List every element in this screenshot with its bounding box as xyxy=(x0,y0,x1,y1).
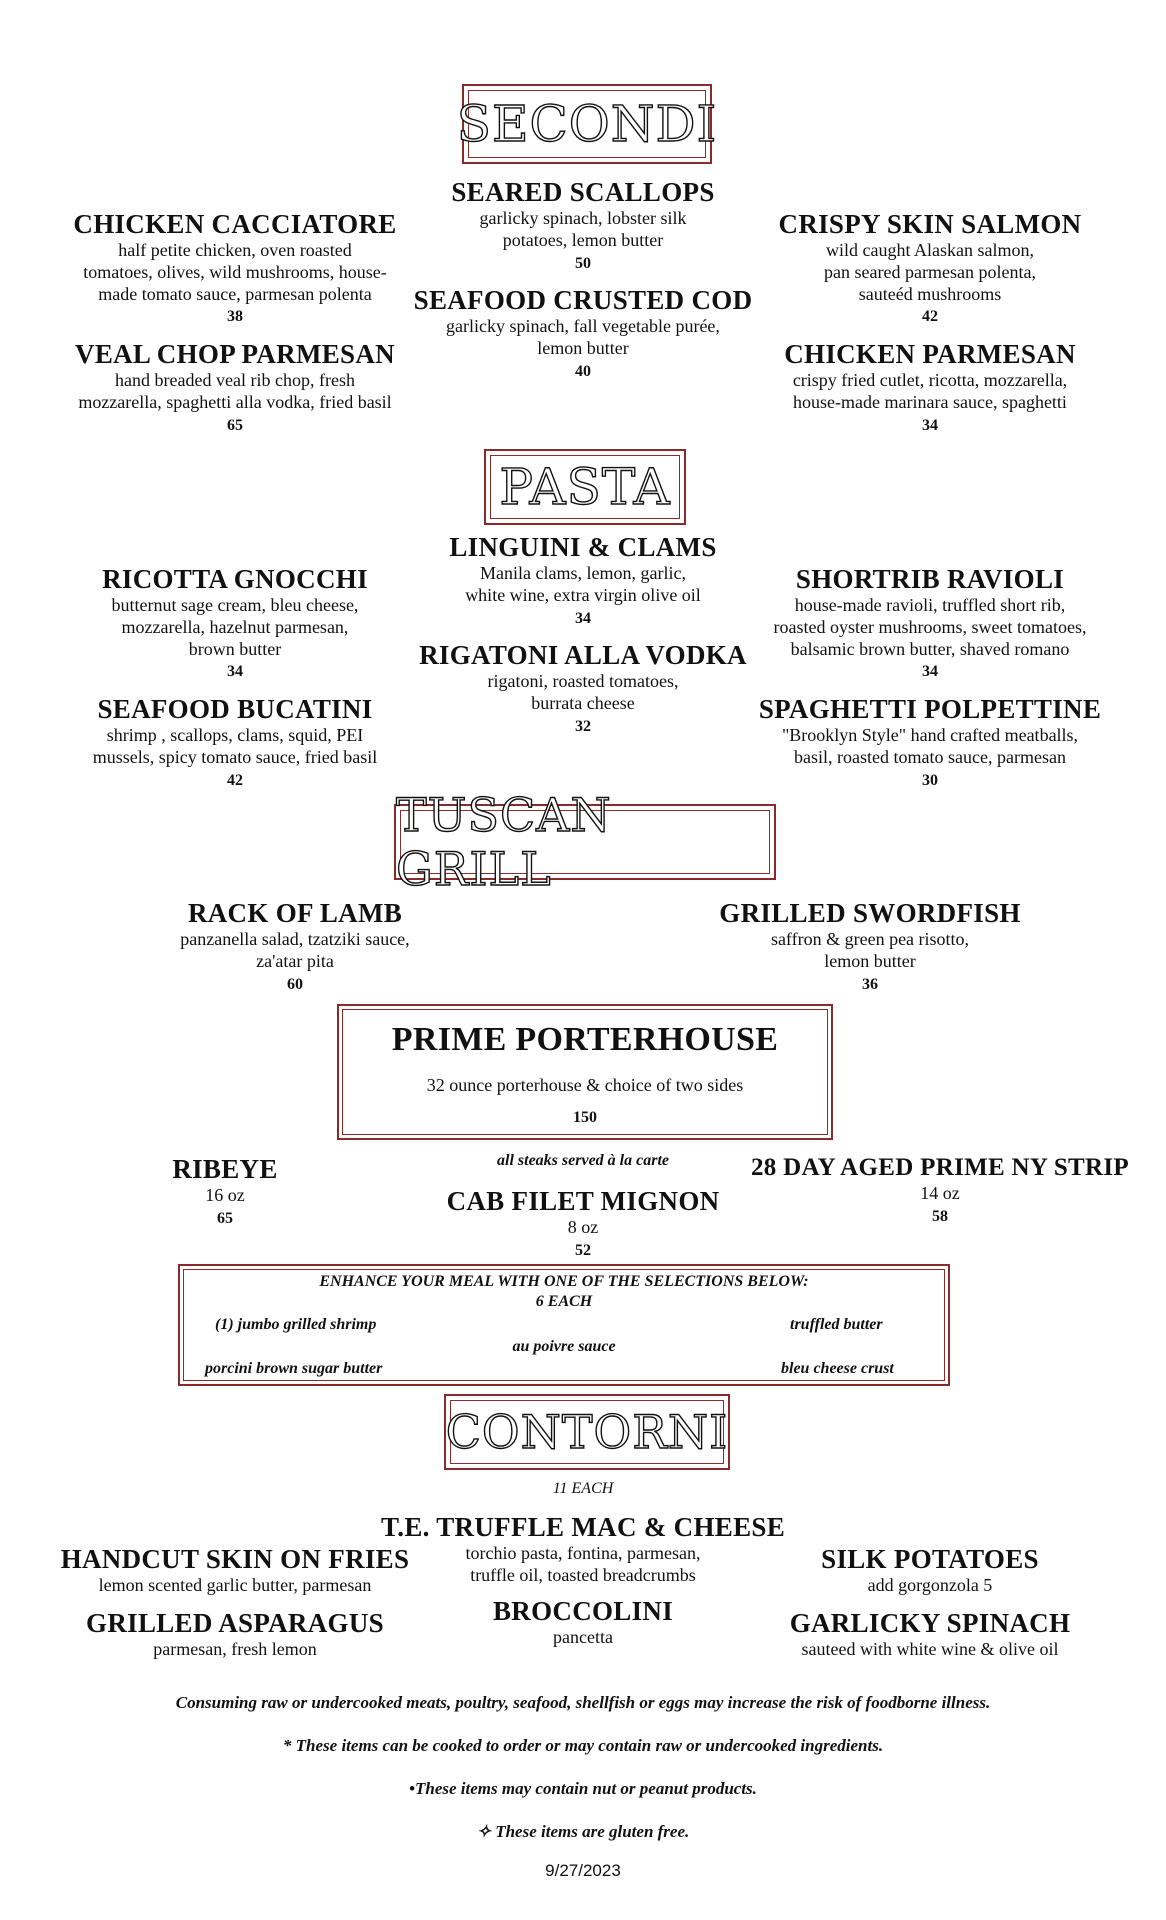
item-price: 60 xyxy=(287,975,303,993)
item-name: SHORTRIB RAVIOLI xyxy=(795,564,1065,594)
menu-item-ny-strip xyxy=(740,1153,1140,1226)
tuscan-grill-banner xyxy=(394,788,776,896)
menu-item-rack-of-lamb xyxy=(125,897,465,994)
item-name: BROCCOLINI xyxy=(492,1596,674,1626)
item-price: 65 xyxy=(217,1209,233,1227)
item-name: RIGATONI ALLA VODKA xyxy=(419,640,747,670)
menu-item-filet-mignon xyxy=(393,1185,773,1260)
section-title: TUSCAN GRILL xyxy=(396,788,612,896)
pasta-banner xyxy=(484,449,686,525)
item-name: CHICKEN CACCIATORE xyxy=(73,209,397,239)
item-name: RIBEYE xyxy=(172,1154,278,1184)
item-name: T.E. TRUFFLE MAC & CHEESE xyxy=(380,1512,786,1542)
enhance-bleu-crust: bleu cheese crust xyxy=(781,1360,894,1377)
item-name: RACK OF LAMB xyxy=(187,898,403,928)
raw-food-warning: Consuming raw or undercooked meats, poultry, seafood, shellfish or eggs may increase the risk of foodborne illness. xyxy=(175,1693,991,1712)
menu-item-broccolini xyxy=(393,1595,773,1649)
item-name: CAB FILET MIGNON xyxy=(446,1186,720,1216)
item-price: 38 xyxy=(227,308,243,326)
menu-item-spaghetti-polpettine xyxy=(740,693,1120,790)
secondi-banner xyxy=(456,84,718,164)
menu-item-silk-potatoes xyxy=(740,1543,1120,1597)
item-price: 36 xyxy=(862,975,878,993)
menu-item-prime-porterhouse xyxy=(337,1020,833,1128)
enhance-title: ENHANCE YOUR MEAL WITH ONE OF THE SELECTIONS BELOW: xyxy=(319,1273,809,1290)
item-name: GRILLED ASPARAGUS xyxy=(86,1608,384,1638)
item-name: PRIME PORTERHOUSE xyxy=(391,1021,779,1058)
enhance-au-poivre: au poivre sauce xyxy=(512,1338,616,1355)
item-description: lemon scented garlic butter, parmesan xyxy=(98,1575,372,1596)
menu-item-seared-scallops xyxy=(393,176,773,273)
item-description: "Brooklyn Style" hand crafted meatballs, basil, roasted tomato sauce, parmesan xyxy=(781,725,1079,767)
item-price: 30 xyxy=(922,771,938,789)
item-price: 34 xyxy=(227,663,243,681)
item-name: SILK POTATOES xyxy=(821,1544,1039,1574)
item-name: SPAGHETTI POLPETTINE xyxy=(758,694,1102,724)
menu-item-ricotta-gnocchi xyxy=(45,563,425,681)
item-name: HANDCUT SKIN ON FRIES xyxy=(60,1544,410,1574)
item-name: GARLICKY SPINACH xyxy=(789,1608,1071,1638)
item-description: garlicky spinach, lobster silk potatoes, lemon butter xyxy=(479,208,687,250)
menu-item-ribeye xyxy=(125,1153,325,1228)
item-description: 16 oz xyxy=(205,1185,245,1206)
item-description: crispy fried cutlet, ricotta, mozzarella, house-made marinara sauce, spaghetti xyxy=(792,370,1068,412)
enhance-price: 6 EACH xyxy=(535,1293,593,1310)
item-price: 42 xyxy=(922,308,938,326)
item-description: shrimp , scallops, clams, squid, PEI mussels, spicy tomato sauce, fried basil xyxy=(92,725,378,767)
item-name: VEAL CHOP PARMESAN xyxy=(75,339,395,369)
item-description: saffron & green pea risotto, lemon butter xyxy=(770,929,970,971)
item-description: 32 ounce porterhouse & choice of two sides xyxy=(426,1074,744,1095)
item-price: 42 xyxy=(227,771,243,789)
item-price: 58 xyxy=(932,1207,948,1225)
item-description: sauteed with white wine & olive oil xyxy=(801,1639,1059,1660)
menu-item-garlicky-spinach xyxy=(740,1607,1120,1661)
item-description: panzanella salad, tzatziki sauce, za'atar pita xyxy=(180,929,410,971)
menu-item-grilled-swordfish xyxy=(700,897,1040,994)
item-description: 8 oz xyxy=(567,1217,599,1238)
menu-item-chicken-parmesan xyxy=(740,338,1120,435)
enhance-shrimp: (1) jumbo grilled shrimp xyxy=(215,1316,377,1333)
item-price: 34 xyxy=(922,416,938,434)
item-description: hand breaded veal rib chop, fresh mozzarella, spaghetti alla vodka, fried basil xyxy=(78,370,392,412)
nut-allergy-note: •These items may contain nut or peanut products. xyxy=(409,1779,757,1798)
cooked-to-order-note: * These items can be cooked to order or may contain raw or undercooked ingredients. xyxy=(282,1736,884,1755)
menu-item-crispy-salmon xyxy=(740,208,1120,326)
item-description: add gorgonzola 5 xyxy=(867,1575,993,1596)
item-price: 150 xyxy=(573,1109,597,1127)
gluten-free-note: ✧ These items are gluten free. xyxy=(476,1822,690,1841)
item-name: SEARED SCALLOPS xyxy=(451,177,715,207)
section-title: PASTA xyxy=(499,458,671,516)
menu-item-grilled-asparagus xyxy=(35,1607,435,1661)
item-description: parmesan, fresh lemon xyxy=(153,1639,317,1660)
menu-item-veal-chop xyxy=(40,338,430,435)
item-price: 34 xyxy=(575,609,591,627)
item-price: 32 xyxy=(575,717,591,735)
item-description: torchio pasta, fontina, parmesan, truffle oil, toasted breadcrumbs xyxy=(465,1543,701,1585)
item-price: 52 xyxy=(575,1241,591,1259)
steaks-note: all steaks served à la carte xyxy=(497,1152,669,1169)
item-price: 50 xyxy=(575,254,591,272)
item-name: SEAFOOD CRUSTED COD xyxy=(413,285,753,315)
item-description: butternut sage cream, bleu cheese, mozzarella, hazelnut parmesan, brown butter xyxy=(111,595,359,659)
contorni-banner xyxy=(444,1394,730,1470)
enhance-truffled-butter: truffled butter xyxy=(790,1316,883,1333)
item-description: 14 oz xyxy=(920,1183,960,1203)
contorni-price: 11 EACH xyxy=(552,1480,614,1497)
item-name: LINGUINI & CLAMS xyxy=(449,532,717,562)
item-description: rigatoni, roasted tomatoes, burrata cheese xyxy=(487,671,679,713)
item-price: 34 xyxy=(922,663,938,681)
item-price: 65 xyxy=(227,416,243,434)
item-name: RICOTTA GNOCCHI xyxy=(102,564,368,594)
menu-item-rigatoni-vodka xyxy=(393,639,773,736)
section-title: SECONDI xyxy=(456,95,718,153)
item-description: house-made ravioli, truffled short rib, roasted oyster mushrooms, sweet tomatoes, balsamic brown butter, shaved romano xyxy=(773,595,1087,659)
item-description: garlicky spinach, fall vegetable purée, lemon butter xyxy=(446,316,720,358)
menu-item-seafood-bucatini xyxy=(45,693,425,790)
item-price: 40 xyxy=(575,362,591,380)
item-name: SEAFOOD BUCATINI xyxy=(97,694,373,724)
menu-item-seafood-cod xyxy=(393,284,773,381)
menu-item-linguini-clams xyxy=(393,531,773,628)
item-name: 28 DAY AGED PRIME NY STRIP xyxy=(751,1154,1129,1181)
item-description: Manila clams, lemon, garlic, white wine, extra virgin olive oil xyxy=(465,563,701,605)
item-name: GRILLED SWORDFISH xyxy=(719,898,1021,928)
item-description: half petite chicken, oven roasted tomatoes, olives, wild mushrooms, house- made tomato sauce, parmesan polenta xyxy=(83,240,387,304)
menu-date: 9/27/2023 xyxy=(545,1861,621,1880)
enhance-porcini: porcini brown sugar butter xyxy=(205,1360,383,1377)
item-description: wild caught Alaskan salmon, pan seared parmesan polenta, sauteéd mushrooms xyxy=(824,240,1036,304)
section-title: CONTORNI xyxy=(445,1405,729,1459)
item-name: CRISPY SKIN SALMON xyxy=(778,209,1082,239)
item-description: pancetta xyxy=(553,1627,613,1648)
menu-item-truffle-mac xyxy=(363,1511,803,1587)
menu-item-shortrib-ravioli xyxy=(740,563,1120,681)
menu-item-chicken-cacciatore xyxy=(40,208,430,326)
item-name: CHICKEN PARMESAN xyxy=(784,339,1076,369)
